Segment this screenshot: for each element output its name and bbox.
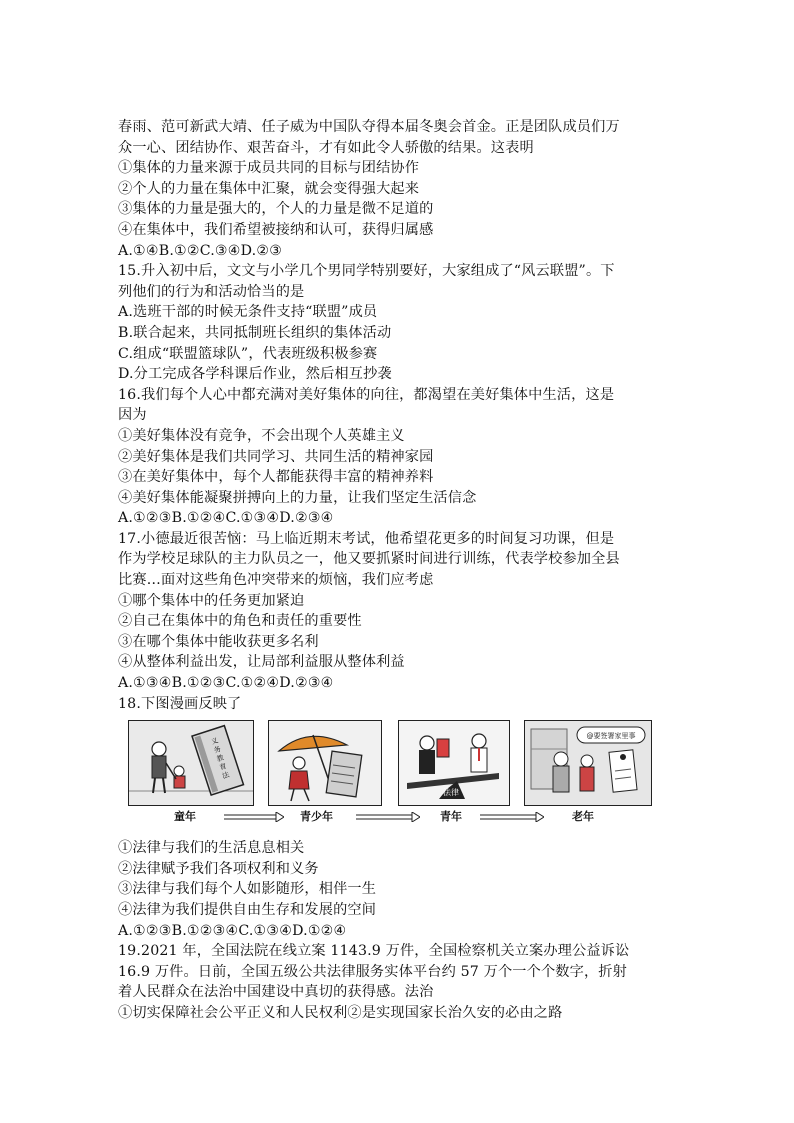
question-16: 16.我们每个人心中都充满对美好集体的向往，都渴望在美好集体中生活，这是 (118, 386, 615, 403)
comic-book-text-3: 教 (215, 753, 225, 764)
text-line: 比赛…面对这些角色冲突带来的烦恼，我们应考虑 (118, 572, 434, 589)
text-block-bottom (118, 838, 678, 1023)
caption-old-age: 老年 (572, 810, 594, 824)
option-line: ④在集体中，我们希望被接纳和认可，获得归属感 (118, 221, 434, 238)
option-line: ①法律与我们的生活息息相关 (118, 840, 305, 857)
text-line: 众一心、团结协作、艰苦奋斗，才有如此令人骄傲的结果。这表明 (118, 139, 534, 156)
option-line: ④从整体利益出发，让局部利益服从整体利益 (118, 654, 405, 671)
option-line: ②个人的力量在集体中汇聚，就会变得强大起来 (118, 180, 420, 197)
exam-page (118, 117, 678, 1024)
caption-childhood: 童年 (174, 810, 196, 824)
arrow-icon (480, 812, 544, 822)
question-17: 17.小德最近很苦恼：马上临近期末考试，他希望花更多的时间复习功课，但是 (118, 530, 615, 547)
option-line: ①切实保障社会公平正义和人民权利②是实现国家长治久安的必由之路 (118, 1004, 563, 1021)
option-line: D.分工完成各学科课后作业，然后相互抄袭 (118, 366, 392, 383)
option-line: ③法律与我们每个人如影随形，相伴一生 (118, 881, 377, 898)
question-19: 19.2021 年，全国法院在线立案 1143.9 万件，全国检察机关立案办理公益诉讼 (118, 943, 630, 960)
comic-panel-youth (398, 720, 510, 806)
option-line: ②自己在集体中的角色和责任的重要性 (118, 613, 362, 630)
text-line: 着人民群众在法治中国建设中真切的获得感。法治 (118, 984, 434, 1001)
option-line: ①哪个集体中的任务更加紧迫 (118, 592, 305, 609)
answer-choices: A.①②③B.①②③④C.①③④D.①②④ (118, 922, 347, 939)
option-line: ②美好集体是我们共同学习、共同生活的精神家园 (118, 448, 434, 465)
comic-balance-text: 法律 (443, 788, 459, 798)
text-line: 因为 (118, 407, 147, 424)
option-line: C.组成“联盟篮球队”，代表班级积极参赛 (118, 345, 378, 362)
option-line: ③集体的力量是强大的，个人的力量是微不足道的 (118, 201, 434, 218)
comic-book-text-1: 义 (210, 736, 220, 747)
text-block-top (118, 117, 678, 714)
comic-book-text-4: 育 (218, 762, 228, 773)
option-line: A.选班干部的时候无条件支持“联盟”成员 (118, 304, 378, 321)
caption-youth: 青年 (440, 810, 462, 824)
text-line: 列他们的行为和活动恰当的是 (118, 283, 305, 300)
comic-panel-teenager (268, 720, 382, 806)
option-line: ④法律为我们提供自由生存和发展的空间 (118, 902, 377, 918)
law-comic-strip (128, 720, 658, 832)
option-line: ①集体的力量来源于成员共同的目标与团结协作 (118, 160, 420, 177)
arrow-icon (224, 812, 284, 822)
comic-bubble-text: @要签署家里事 (586, 732, 636, 741)
answer-choices: A.①④B.①②C.③④D.②③ (118, 242, 283, 259)
caption-teenager: 青少年 (300, 810, 333, 824)
arrow-icon (356, 812, 420, 822)
text-line: 16.9 万件。日前，全国五级公共法律服务实体平台约 57 万个一个个数字，折射 (118, 963, 627, 980)
comic-panel-childhood (128, 720, 254, 806)
option-line: ①美好集体没有竞争，不会出现个人英雄主义 (118, 427, 405, 444)
option-line: B.联合起来，共同抵制班长组织的集体活动 (118, 324, 392, 341)
answer-choices: A.①③④B.①②③C.①②④D.②③④ (118, 675, 334, 692)
answer-choices: A.①②③B.①②④C.①③④D.②③④ (118, 510, 334, 527)
option-line: ②法律赋予我们各项权利和义务 (118, 860, 319, 877)
option-line: ③在哪个集体中能收获更多名利 (118, 633, 319, 650)
question-15: 15.升入初中后，文文与小学几个男同学特别要好，大家组成了“风云联盟”。下 (118, 263, 615, 280)
text-line: 作为学校足球队的主力队员之一，他又要抓紧时间进行训练，代表学校参加全县 (118, 551, 620, 568)
option-line: ③在美好集体中，每个人都能获得丰富的精神养料 (118, 469, 434, 486)
question-18: 18.下图漫画反映了 (118, 695, 242, 712)
comic-book-text-5: 法 (221, 770, 231, 781)
comic-book-text-2: 务 (212, 745, 223, 756)
option-line: ④美好集体能凝聚拼搏向上的力量，让我们坚定生活信念 (118, 489, 477, 506)
text-line: 春雨、范可新武大靖、任子威为中国队夺得本届冬奥会首金。正是团队成员们万 (118, 119, 620, 135)
comic-panel-old-age (524, 720, 652, 806)
